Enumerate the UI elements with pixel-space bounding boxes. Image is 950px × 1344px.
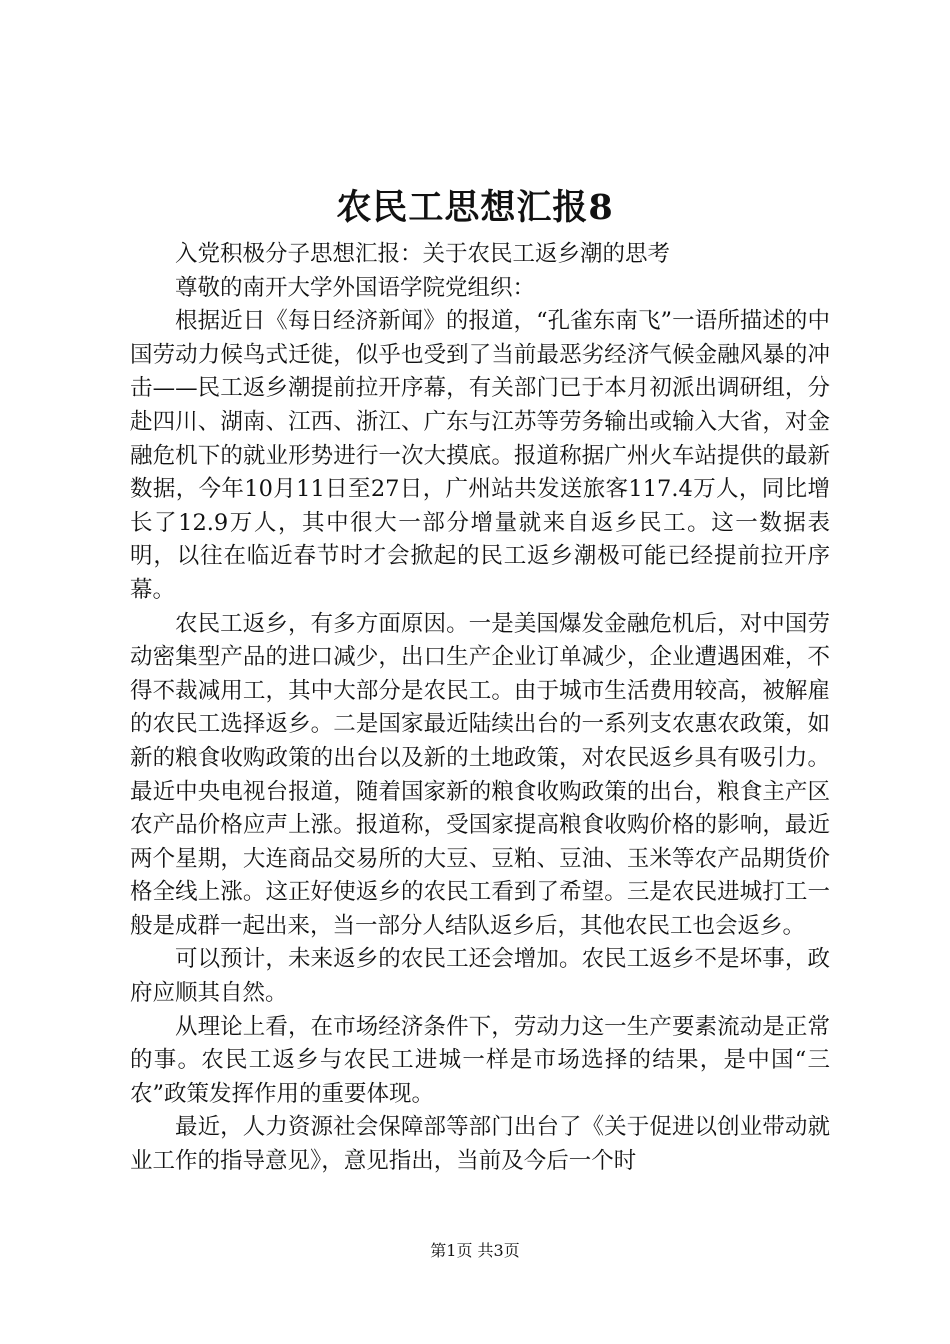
- document-title: 农民工思想汇报8: [336, 187, 614, 228]
- body-paragraph: 根据近日《每日经济新闻》的报道，“孔雀东南飞”一语所描述的中国劳动力候鸟式迁徙，似乎也受到了当前最恶劣经济气候金融风暴的冲击——民工返乡潮提前拉开序幕，有关部门已于本月初派出调研组，分赴四川、湖南、江西、浙江、广东与江苏等劳务输出或输入大省，对金融危机下的就业形势进行一次大摸底。报道称据广州火车站提供的最新数据，今年10月11日至27日，广州站共发送旅客117.4万人，同比增长了12.9万人，其中很大一部分增量就来自返乡民工。这一数据表明，以往在临近春节时才会掀起的民工返乡潮极可能已经提前拉开序幕。: [130, 308, 830, 603]
- page-footer: 第1页 共3页: [430, 1241, 520, 1260]
- body-paragraph: 最近，人力资源社会保障部等部门出台了《关于促进以创业带动就业工作的指导意见》，意见指出，当前及今后一个时: [130, 1114, 830, 1175]
- body-paragraph: 农民工返乡，有多方面原因。一是美国爆发金融危机后，对中国劳动密集型产品的进口减少，出口生产企业订单减少，企业遭遇困难，不得不裁减用工，其中大部分是农民工。由于城市生活费用较高，被解雇的农民工选择返乡。二是国家最近陆续出台的一系列支农惠农政策，如新的粮食收购政策的出台以及新的土地政策，对农民返乡具有吸引力。最近中央电视台报道，随着国家新的粮食收购政策的出台，粮食主产区农产品价格应声上涨。报道称，受国家提高粮食收购价格的影响，最近两个星期，大连商品交易所的大豆、豆粕、豆油、玉米等农产品期货价格全线上涨。这正好使返乡的农民工看到了希望。三是农民进城打工一般是成群一起出来，当一部分人结队返乡后，其他农民工也会返乡。: [130, 610, 830, 939]
- subtitle-paragraph: 入党积极分子思想汇报：关于农民工返乡潮的思考: [175, 241, 671, 267]
- document-body: [130, 238, 830, 1179]
- body-paragraph: 从理论上看，在市场经济条件下，劳动力这一生产要素流动是正常的事。农民工返乡与农民工进城一样是市场选择的结果，是中国“三农”政策发挥作用的重要体现。: [130, 1013, 830, 1107]
- salutation-paragraph: 尊敬的南开大学外国语学院党组织：: [175, 274, 536, 301]
- body-paragraph: 可以预计，未来返乡的农民工还会增加。农民工返乡不是坏事，政府应顺其自然。: [130, 946, 830, 1007]
